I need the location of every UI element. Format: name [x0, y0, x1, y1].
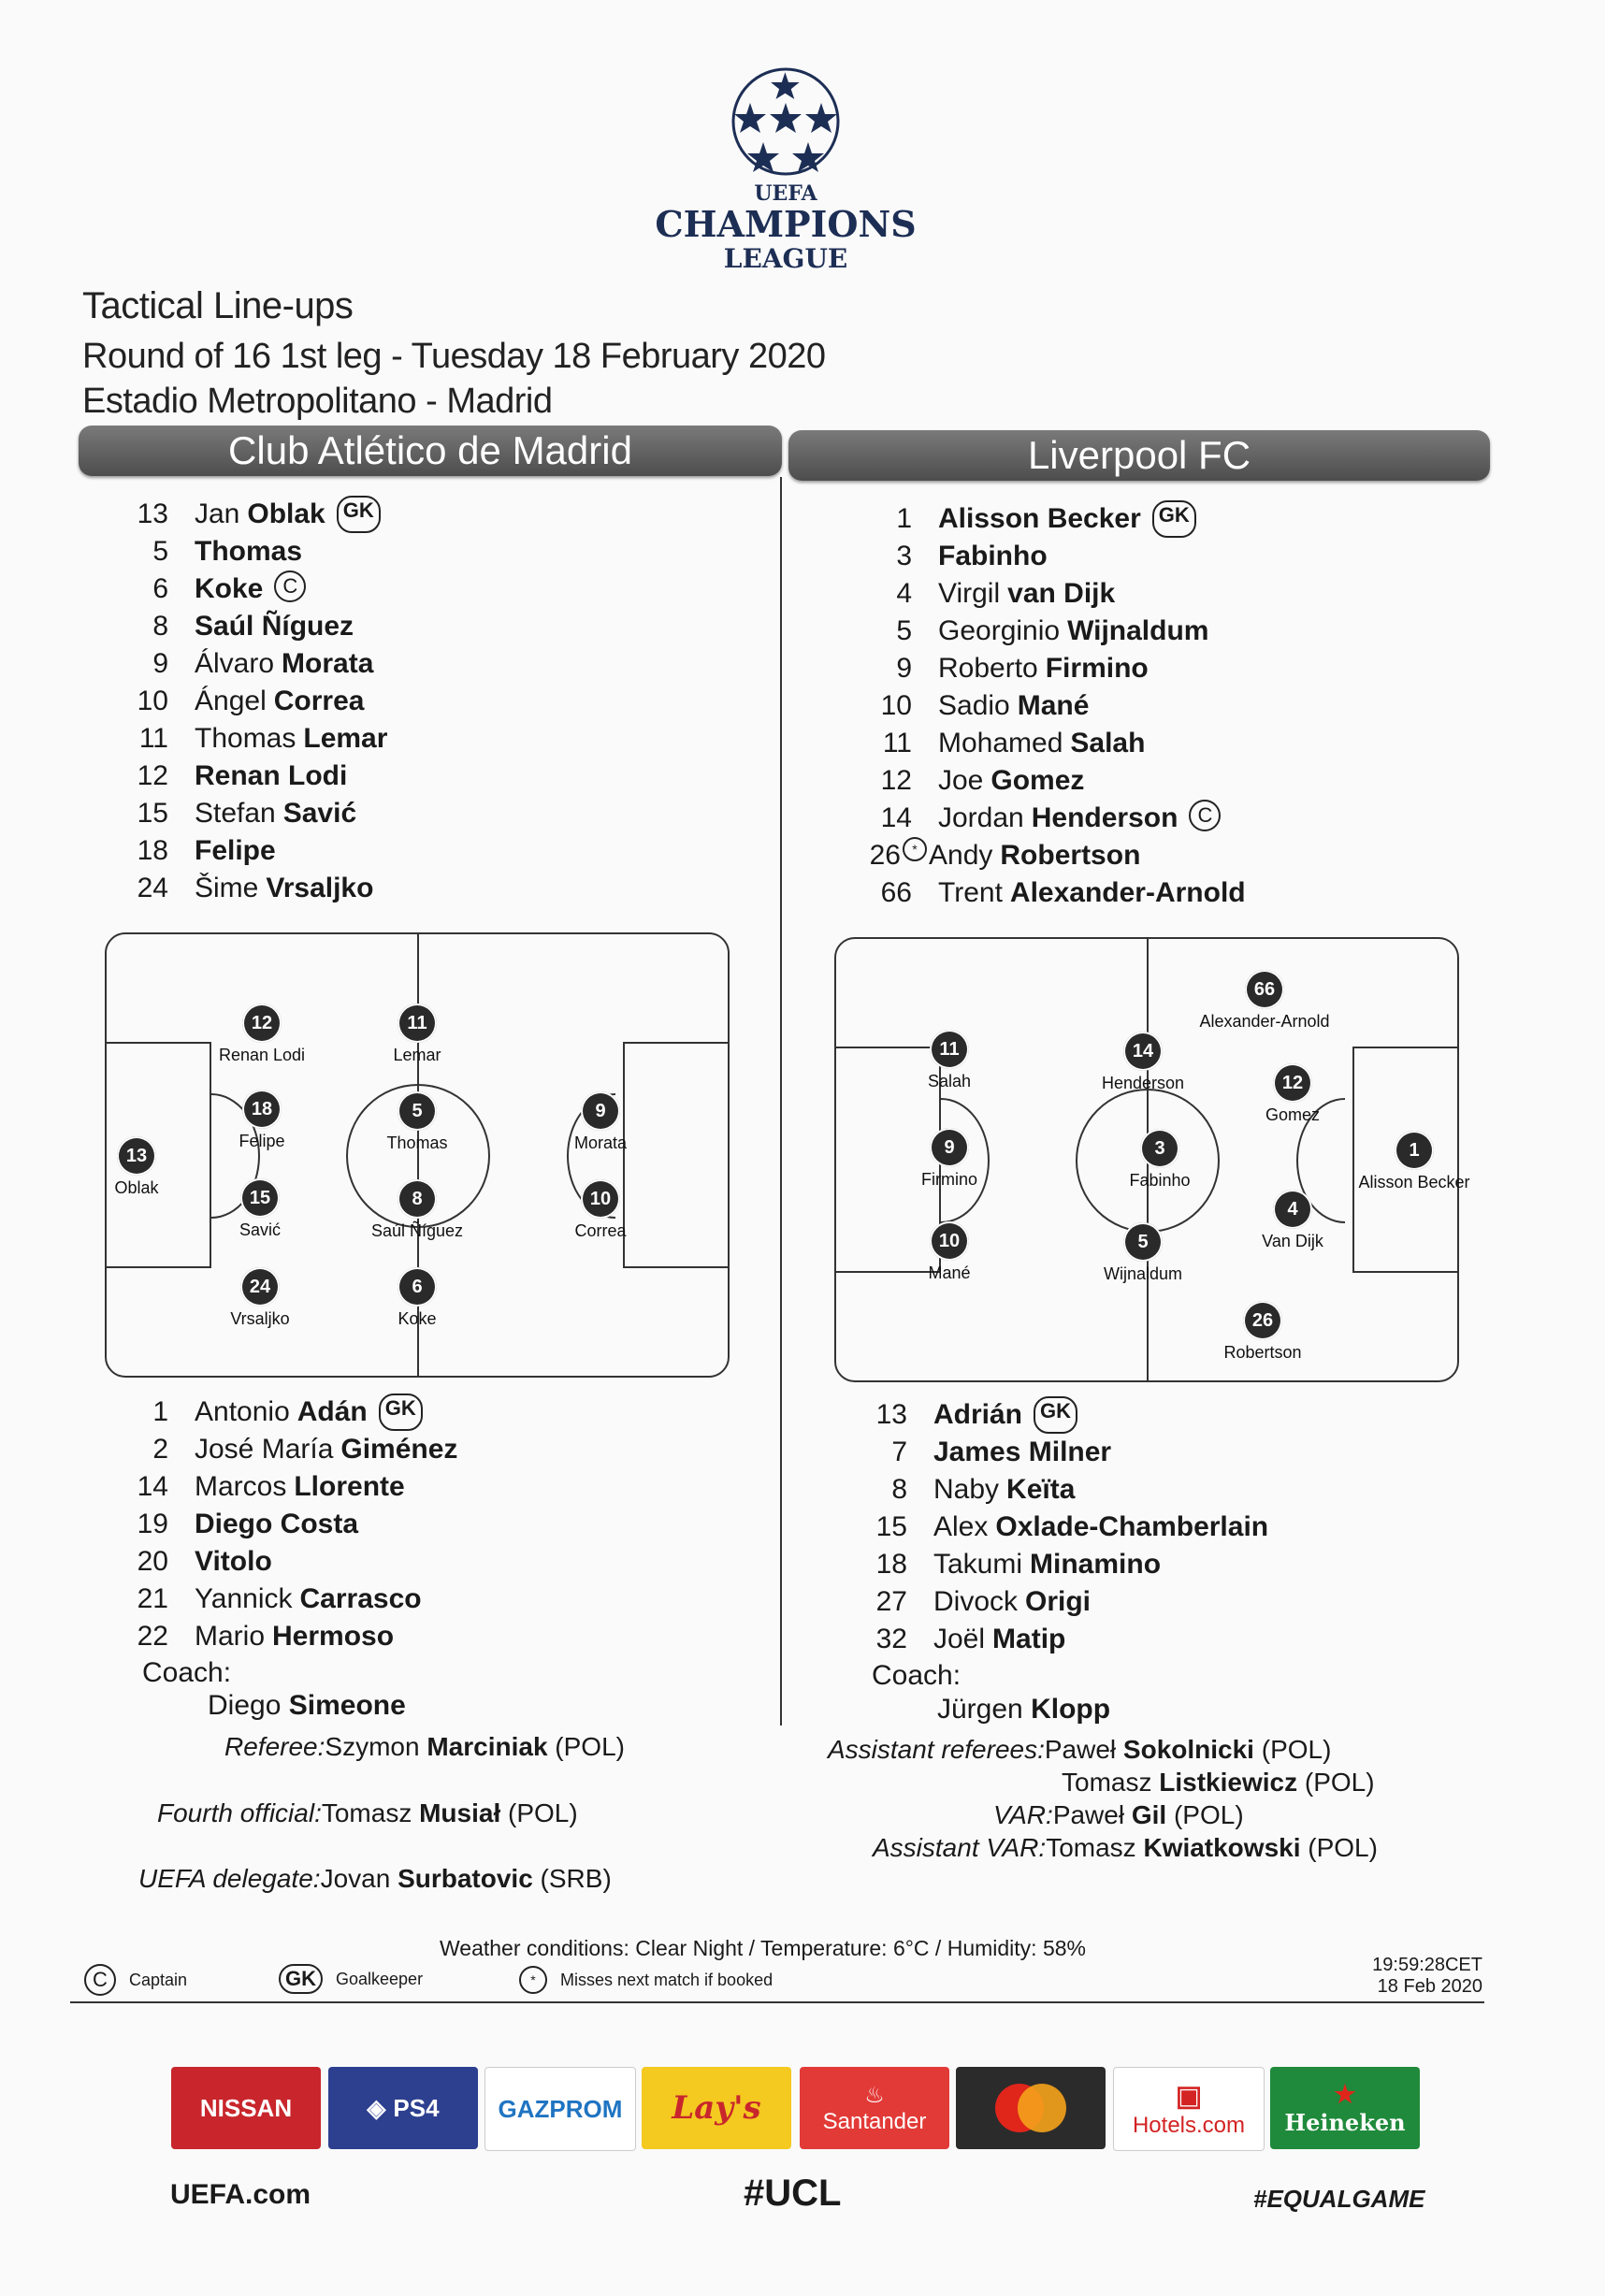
player-row — [860, 1621, 1268, 1658]
player-marker: 14 — [1123, 1032, 1163, 1071]
player-marker-name: Oblak — [114, 1178, 159, 1197]
player-row — [122, 1468, 457, 1506]
player-marker: 9 — [581, 1091, 620, 1131]
player-row — [865, 800, 1246, 837]
center-divider — [780, 477, 782, 1726]
uefa-delegate: UEFA delegate:Jovan Surbatovic (SRB) — [138, 1864, 612, 1893]
home-coach: Diego Simeone — [208, 1690, 406, 1721]
player-row — [860, 1471, 1268, 1509]
player-number: 11 — [882, 728, 912, 758]
player-row — [865, 837, 1246, 874]
league-text: LEAGUE — [723, 243, 848, 274]
player-marker: 9 — [930, 1128, 969, 1167]
player-marker-name: Koke — [398, 1309, 437, 1328]
player-row — [122, 1543, 457, 1581]
player-marker-name: Morata — [573, 1134, 628, 1152]
player-row — [865, 575, 1246, 613]
player-row — [122, 645, 387, 683]
player-number: 21 — [137, 1583, 168, 1614]
right-penalty-box — [623, 1042, 728, 1268]
player-marker: 11 — [398, 1004, 437, 1043]
player-number: 12 — [137, 760, 168, 791]
player-first-name: Marcos — [195, 1471, 287, 1502]
player-last-name: Lemar — [303, 723, 388, 754]
player-marker-name: Vrsaljko — [230, 1309, 290, 1328]
player-first-name: Virgil — [938, 578, 1001, 609]
player-first-name: Antonio — [195, 1396, 290, 1427]
player-number: 66 — [880, 877, 912, 908]
player-last-name: James Milner — [933, 1437, 1112, 1467]
player-marker-name: Fabinho — [1129, 1171, 1191, 1190]
player-last-name: Vitolo — [195, 1546, 272, 1577]
sponsor-hotels: ▣ Hotels.com — [1113, 2067, 1265, 2151]
player-last-name: Minamino — [1030, 1549, 1162, 1580]
player-number: 12 — [880, 765, 912, 796]
player-number: 13 — [137, 498, 168, 529]
player-number: 4 — [896, 578, 912, 609]
player-first-name: José María — [195, 1434, 334, 1465]
player-first-name: Thomas — [195, 723, 296, 754]
player-row — [122, 1618, 457, 1655]
player-last-name: Mané — [1017, 690, 1090, 721]
player-number: 27 — [875, 1586, 907, 1617]
player-last-name: Giménez — [340, 1434, 458, 1465]
player-last-name: Correa — [273, 686, 365, 716]
player-marker-name: Robertson — [1223, 1343, 1302, 1362]
captain-icon: C — [1189, 800, 1221, 831]
player-marker: 12 — [1273, 1063, 1312, 1103]
player-number: 10 — [880, 690, 912, 721]
player-last-name: Alexander-Arnold — [1009, 877, 1246, 908]
player-first-name: Trent — [938, 877, 1003, 908]
player-number: 32 — [875, 1624, 907, 1654]
player-last-name: Morata — [282, 648, 374, 679]
match-venue: Estadio Metropolitano - Madrid — [82, 382, 553, 421]
goalkeeper-icon: GK — [1152, 500, 1196, 538]
player-row — [860, 1546, 1268, 1583]
player-row — [122, 683, 387, 720]
player-marker: 8 — [398, 1179, 437, 1219]
player-last-name: Savić — [282, 798, 357, 829]
player-marker-name: Wijnaldum — [1103, 1264, 1183, 1283]
player-last-name: Origi — [1025, 1586, 1092, 1617]
player-last-name: Henderson — [1031, 802, 1178, 833]
player-first-name: Yannick — [195, 1583, 293, 1614]
player-first-name: Naby — [933, 1474, 1000, 1505]
player-row — [122, 1431, 457, 1468]
player-marker-name: Saúl Ñíguez — [370, 1221, 464, 1240]
player-first-name: Andy — [929, 840, 993, 871]
fourth-official: Fourth official:Tomasz Musiał (POL) — [157, 1798, 578, 1827]
player-last-name: Koke — [195, 573, 264, 604]
home-coach-label: Coach: — [142, 1657, 232, 1688]
player-row — [865, 613, 1246, 650]
player-marker: 13 — [117, 1136, 156, 1176]
footer-equalgame: #EQUALGAME — [1253, 2185, 1425, 2213]
player-number: 19 — [137, 1509, 168, 1539]
player-last-name: Adán — [296, 1396, 368, 1427]
player-row — [865, 725, 1246, 762]
player-marker: 18 — [242, 1090, 282, 1129]
player-marker-name: Felipe — [239, 1132, 285, 1150]
left-penalty-box — [836, 1047, 941, 1273]
player-last-name: Hermoso — [272, 1621, 395, 1652]
player-marker: 5 — [398, 1091, 437, 1131]
sponsor-gazprom: GAZPROM — [484, 2067, 636, 2151]
player-marker-name: Alisson Becker — [1358, 1173, 1470, 1191]
player-number: 6 — [152, 573, 168, 604]
player-first-name: Šime — [195, 873, 259, 903]
player-number: 22 — [137, 1621, 168, 1652]
player-last-name: Renan Lodi — [195, 760, 348, 791]
player-marker-name: Lemar — [393, 1046, 441, 1064]
player-row — [865, 538, 1246, 575]
player-marker-name: Van Dijk — [1262, 1232, 1323, 1250]
player-marker: 6 — [398, 1267, 437, 1307]
player-first-name: Álvaro — [195, 648, 275, 679]
player-last-name: Felipe — [195, 835, 276, 866]
player-number: 18 — [137, 835, 168, 866]
booked-icon: * — [903, 837, 927, 861]
player-row — [860, 1396, 1268, 1434]
player-number: 3 — [896, 541, 912, 571]
timestamp: 19:59:28CET 18 Feb 2020 — [1372, 1955, 1482, 1997]
footer-uefa[interactable]: UEFA.com — [170, 2179, 311, 2210]
player-number: 1 — [896, 503, 912, 534]
player-row — [122, 720, 387, 758]
player-marker: 1 — [1395, 1131, 1434, 1170]
assistant-referee-1: Assistant referees:Paweł Sokolnicki (POL) — [828, 1735, 1332, 1764]
player-first-name: Ángel — [195, 686, 267, 716]
player-number: 14 — [137, 1471, 168, 1502]
player-row — [865, 500, 1246, 538]
starball-icon — [730, 65, 842, 178]
player-row — [122, 1506, 457, 1543]
player-marker-name: Thomas — [386, 1134, 448, 1152]
player-marker: 5 — [1123, 1222, 1163, 1262]
player-last-name: Adrián — [933, 1399, 1023, 1430]
captain-icon: C — [274, 570, 306, 602]
legend-goalkeeper: GK Goalkeeper — [279, 1964, 423, 1994]
player-number: 11 — [138, 723, 168, 754]
player-number: 5 — [896, 615, 912, 646]
legend-booked: * Misses next match if booked — [519, 1966, 773, 1994]
player-last-name: Robertson — [1000, 840, 1141, 871]
player-first-name: Jan — [195, 498, 240, 529]
player-marker-name: Gomez — [1265, 1105, 1321, 1124]
player-marker-name: Firmino — [920, 1170, 978, 1189]
player-marker-name: Correa — [574, 1221, 627, 1240]
player-first-name: Takumi — [933, 1549, 1023, 1580]
ucl-logo — [645, 65, 926, 274]
player-row — [860, 1583, 1268, 1621]
player-first-name: Joe — [938, 765, 984, 796]
player-number: 1 — [152, 1396, 168, 1427]
sponsor-ps4: ◈ PS4 — [328, 2067, 478, 2149]
player-first-name: Mario — [195, 1621, 266, 1652]
player-number: 9 — [152, 648, 168, 679]
away-subs-list — [860, 1396, 1268, 1658]
player-first-name: Stefan — [195, 798, 276, 829]
player-marker-name: Renan Lodi — [218, 1046, 306, 1064]
sponsor-lays: Lay's — [642, 2067, 791, 2149]
player-last-name: Firmino — [1045, 653, 1149, 684]
player-row — [122, 496, 387, 533]
player-number: 5 — [152, 536, 168, 567]
player-first-name: Divock — [933, 1586, 1019, 1617]
player-marker-name: Savić — [239, 1220, 282, 1239]
player-number: 24 — [137, 873, 168, 903]
player-last-name: Carrasco — [299, 1583, 422, 1614]
champions-text: CHAMPIONS — [655, 203, 917, 245]
player-number: 10 — [137, 686, 168, 716]
goalkeeper-icon: GK — [337, 496, 381, 533]
player-number: 9 — [896, 653, 912, 684]
player-marker: 26 — [1243, 1301, 1282, 1340]
player-last-name: Oblak — [247, 498, 325, 529]
player-number: 15 — [137, 798, 168, 829]
player-number: 15 — [875, 1511, 907, 1542]
player-number: 20 — [137, 1546, 168, 1577]
player-first-name: Georginio — [938, 615, 1061, 646]
player-number: 13 — [875, 1399, 907, 1430]
player-row — [122, 1581, 457, 1618]
player-first-name: Sadio — [938, 690, 1010, 721]
player-row — [122, 570, 387, 608]
playstation-icon: ◈ — [367, 2093, 386, 2122]
player-row — [122, 758, 387, 795]
player-marker: 3 — [1140, 1129, 1179, 1168]
match-round: Round of 16 1st leg - Tuesday 18 February 2020 — [82, 337, 826, 376]
player-marker: 24 — [240, 1267, 280, 1307]
player-number: 2 — [152, 1434, 168, 1465]
player-last-name: Llorente — [294, 1471, 405, 1502]
captain-icon: C — [84, 1964, 116, 1996]
player-last-name: Alisson Becker — [938, 503, 1141, 534]
player-marker-name: Alexander-Arnold — [1199, 1012, 1330, 1031]
player-row — [122, 795, 387, 832]
away-starters-list — [865, 500, 1246, 912]
player-marker: 10 — [930, 1221, 969, 1261]
home-subs-list — [122, 1393, 457, 1655]
player-marker: 15 — [240, 1178, 280, 1218]
player-marker: 11 — [930, 1030, 969, 1069]
weather-conditions: Weather conditions: Clear Night / Temperature: 6°C / Humidity: 58% — [440, 1936, 1086, 1960]
sponsor-santander: ♨ Santander — [800, 2067, 949, 2149]
player-first-name: Alex — [933, 1511, 989, 1542]
player-marker: 10 — [581, 1179, 620, 1219]
player-row — [122, 832, 387, 870]
player-row — [122, 1393, 457, 1431]
sponsor-nissan: NISSAN — [171, 2067, 321, 2149]
player-row — [860, 1509, 1268, 1546]
mastercard-icon — [984, 2080, 1077, 2136]
referee: Referee:Szymon Marciniak (POL) — [224, 1732, 625, 1761]
player-first-name: Jordan — [938, 802, 1024, 833]
player-number: 14 — [880, 802, 912, 833]
player-marker-name: Mané — [928, 1264, 971, 1282]
goalkeeper-icon: GK — [379, 1393, 423, 1431]
player-first-name: Joël — [933, 1624, 986, 1654]
player-first-name: Roberto — [938, 653, 1038, 684]
player-last-name: Wijnaldum — [1067, 615, 1209, 646]
player-last-name: Oxlade-Chamberlain — [995, 1511, 1269, 1542]
player-marker: 66 — [1245, 970, 1284, 1009]
player-last-name: van Dijk — [1007, 578, 1116, 609]
player-marker-name: Henderson — [1101, 1074, 1185, 1092]
player-row — [122, 608, 387, 645]
sponsor-heineken: ★ Heineken — [1270, 2067, 1420, 2149]
player-last-name: Vrsaljko — [266, 873, 374, 903]
goalkeeper-icon: GK — [1034, 1396, 1077, 1434]
red-star-icon: ★ — [1334, 2080, 1356, 2109]
sponsor-mastercard — [956, 2067, 1106, 2149]
player-first-name: Mohamed — [938, 728, 1063, 758]
player-row — [865, 650, 1246, 687]
player-marker: 12 — [242, 1004, 282, 1043]
uefa-logo-text: UEFA — [754, 181, 817, 206]
player-marker-name: Salah — [927, 1072, 972, 1090]
player-row — [865, 874, 1246, 912]
away-coach-label: Coach: — [872, 1660, 962, 1691]
player-number: 7 — [891, 1437, 907, 1467]
assistant-var: Assistant VAR:Tomasz Kwiatkowski (POL) — [873, 1833, 1378, 1862]
legend-captain: C Captain — [84, 1964, 187, 1996]
footer-hashtag: #UCL — [744, 2173, 842, 2214]
player-number: 26 — [869, 840, 901, 871]
player-last-name: Salah — [1070, 728, 1146, 758]
away-coach: Jürgen Klopp — [937, 1694, 1111, 1725]
player-last-name: Gomez — [990, 765, 1085, 796]
flame-icon: ♨ — [864, 2082, 885, 2108]
booked-icon: * — [519, 1966, 547, 1994]
player-last-name: Fabinho — [938, 541, 1048, 571]
player-last-name: Thomas — [195, 536, 303, 567]
player-marker: 4 — [1273, 1190, 1312, 1229]
player-row — [865, 687, 1246, 725]
assistant-referee-2: Tomasz Listkiewicz (POL) — [1062, 1768, 1375, 1797]
player-last-name: Keïta — [1006, 1474, 1076, 1505]
player-last-name: Saúl Ñíguez — [195, 611, 354, 642]
player-last-name: Matip — [992, 1624, 1066, 1654]
player-number: 8 — [891, 1474, 907, 1505]
player-last-name: Diego Costa — [195, 1509, 359, 1539]
legend-rule — [70, 2001, 1484, 2003]
away-team-bar: Liverpool FC — [788, 430, 1490, 481]
hotels-h-icon: ▣ — [1175, 2080, 1203, 2112]
player-row — [865, 762, 1246, 800]
player-row — [122, 533, 387, 570]
var-official: VAR:Paweł Gil (POL) — [993, 1800, 1244, 1829]
home-team-bar: Club Atlético de Madrid — [79, 426, 782, 476]
player-number: 18 — [875, 1549, 907, 1580]
player-row — [122, 870, 387, 907]
player-number: 8 — [152, 611, 168, 642]
goalkeeper-icon: GK — [279, 1964, 323, 1994]
home-starters-list — [122, 496, 387, 907]
page-title: Tactical Line-ups — [82, 285, 354, 326]
player-row — [860, 1434, 1268, 1471]
